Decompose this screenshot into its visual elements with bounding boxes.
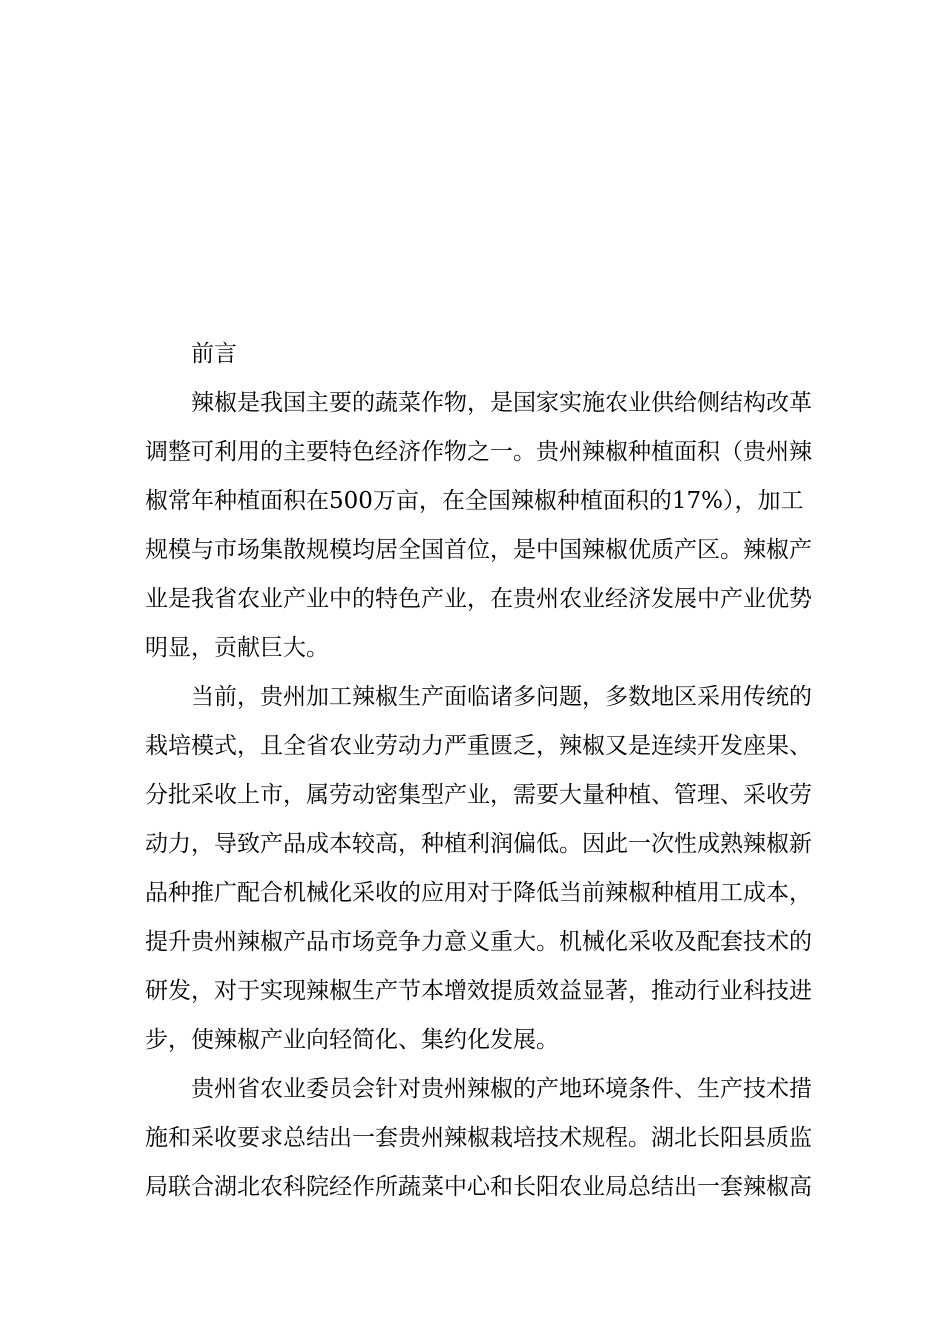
text-line: 品种推广配合机械化采收的应用对于降低当前辣椒种植用工成本， — [145, 880, 812, 906]
text-line: 局联合湖北农科院经作所蔬菜中心和长阳农业局总结出一套辣椒高 — [145, 1174, 812, 1200]
text-line: 椒常年种植面积在500万亩，在全国辣椒种植面积的17%），加工 — [145, 488, 804, 514]
text-line: 施和采收要求总结出一套贵州辣椒栽培技术规程。湖北长阳县质监 — [145, 1125, 812, 1151]
text-line: 研发，对于实现辣椒生产节本增效提质效益显著，推动行业科技进 — [145, 978, 812, 1004]
text-line: 明显，贡献巨大。 — [145, 635, 329, 661]
text-line: 提升贵州辣椒产品市场竞争力意义重大。机械化采收及配套技术的 — [145, 929, 812, 955]
paragraph-2 — [145, 673, 812, 1065]
text-line: 当前，贵州加工辣椒生产面临诸多问题，多数地区采用传统的 — [191, 684, 812, 710]
paragraph-1 — [145, 379, 812, 673]
text-line: 规模与市场集散规模均居全国首位，是中国辣椒优质产区。辣椒产 — [145, 537, 812, 563]
text-line: 动力，导致产品成本较高，种植利润偏低。因此一次性成熟辣椒新 — [145, 831, 812, 857]
document-body — [145, 330, 812, 1212]
text-line: 贵州省农业委员会针对贵州辣椒的产地环境条件、生产技术措 — [191, 1076, 812, 1102]
text-line: 调整可利用的主要特色经济作物之一。贵州辣椒种植面积（贵州辣 — [145, 439, 812, 465]
text-line: 栽培模式，且全省农业劳动力严重匮乏，辣椒又是连续开发座果、 — [145, 733, 812, 759]
paragraph-3 — [145, 1065, 812, 1212]
text-line: 辣椒是我国主要的蔬菜作物，是国家实施农业供给侧结构改革 — [191, 390, 812, 416]
text-line: 业是我省农业产业中的特色产业，在贵州农业经济发展中产业优势 — [145, 586, 812, 612]
text-line: 分批采收上市，属劳动密集型产业，需要大量种植、管理、采收劳 — [145, 782, 812, 808]
text-line: 步，使辣椒产业向轻简化、集约化发展。 — [145, 1027, 559, 1053]
section-heading: 前言 — [191, 341, 237, 367]
